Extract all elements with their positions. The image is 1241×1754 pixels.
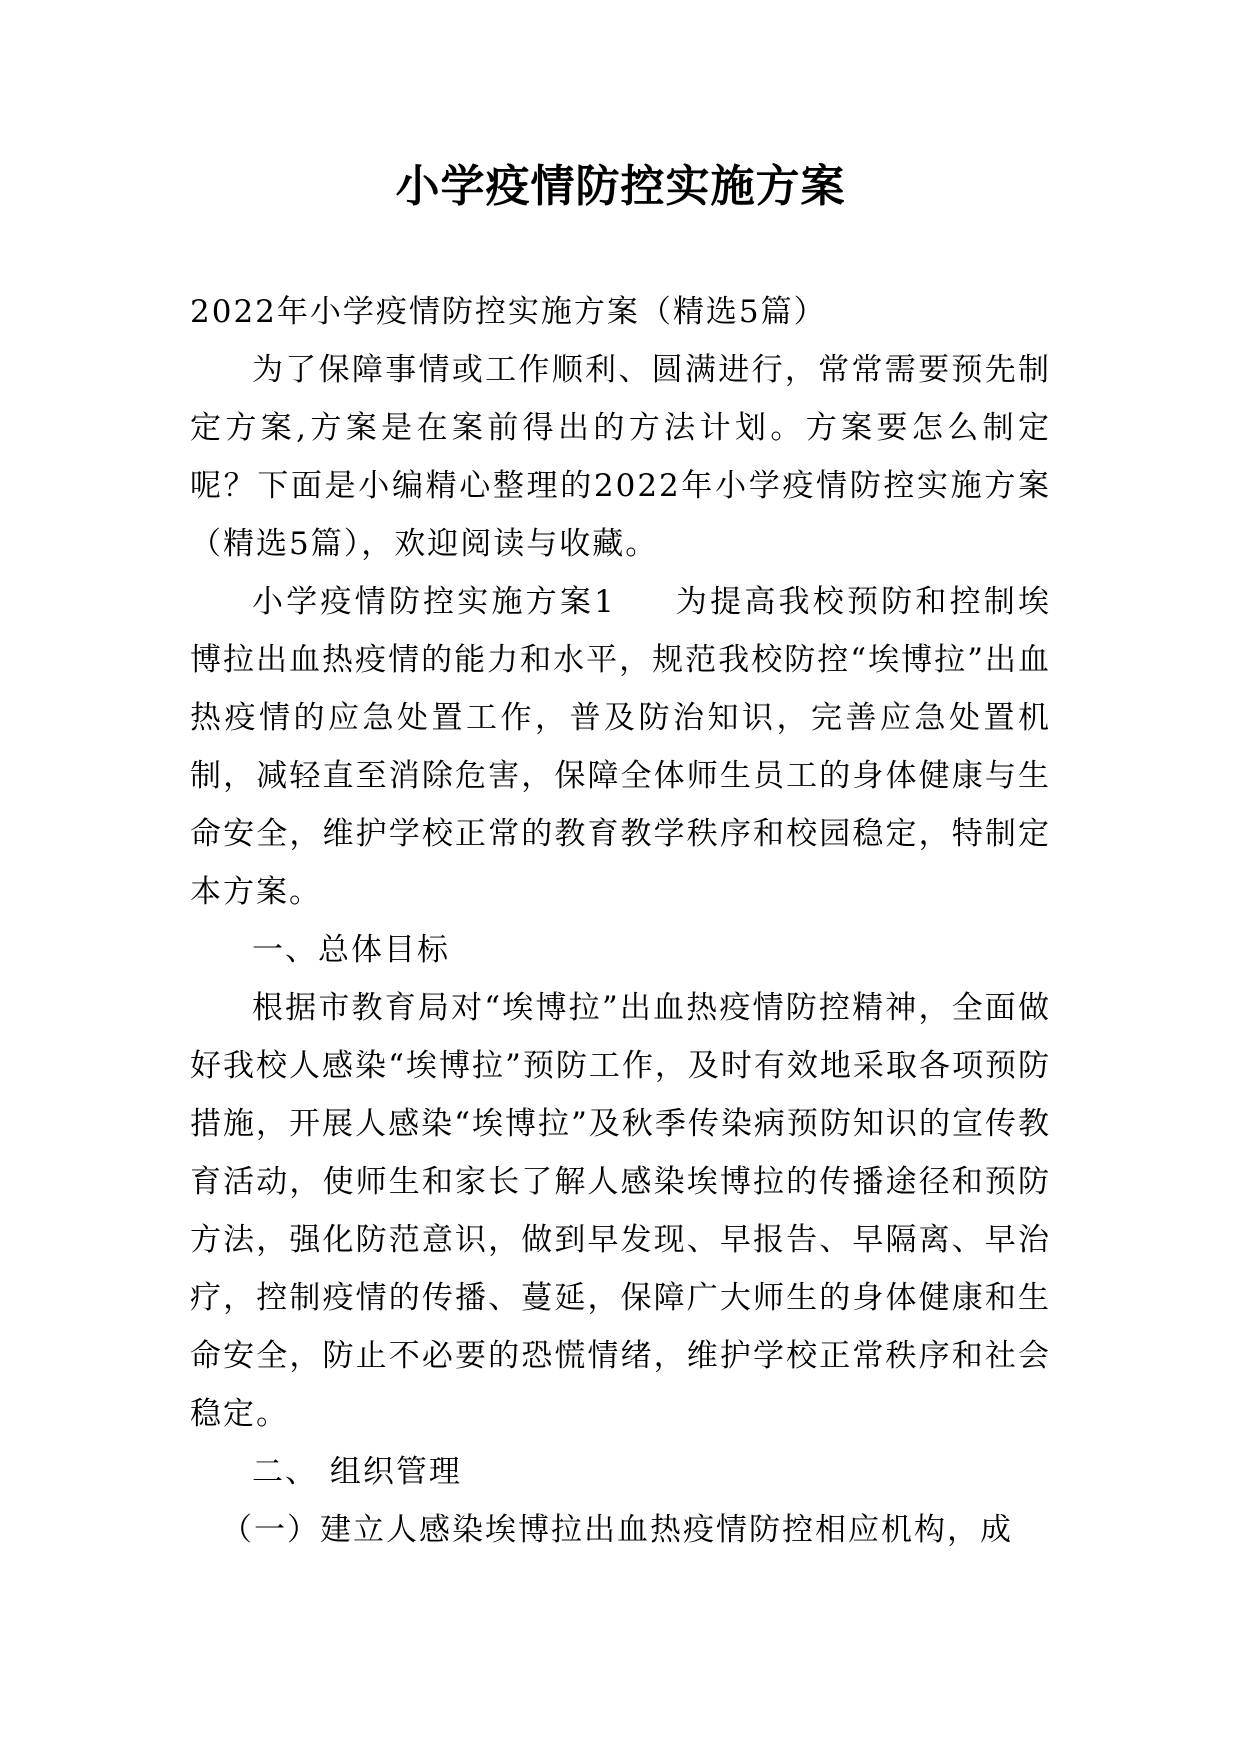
section1-heading: 小学疫情防控实施方案1 [252,584,616,620]
org-item-1: （一）建立人感染埃博拉出血热疫情防控相应机构，成 [221,1512,1013,1548]
document-subtitle: 2022年小学疫情防控实施方案（精选5篇） [190,294,827,330]
document-title: 小学疫情防控实施方案 [395,161,846,212]
goal-paragraph: 根据市教育局对“埃博拉”出血热疫情防控精神，全面做好我校人感染“埃博拉”预防工作，及时有效地采取各项预防措施，开展人感染“埃博拉”及秋季传染病预防知识的宣传教育活动，使师生和家长了解人感染埃博拉的传播途径和预防方法，强化防范意识，做到早发现、早报告、早隔离、早治疗，控制疫情的传播、蔓延，保障广大师生的身体健康和生命安全，防止不必要的恐慌情绪，维护学校正常秩序和社会稳定。 [190,990,1051,1432]
document-body [190,283,1051,1559]
heading-org: 二、 组织管理 [252,1454,462,1490]
intro-paragraph: 为了保障事情或工作顺利、圆满进行，常常需要预先制定方案,方案是在案前得出的方法计划。方案要怎么制定呢？下面是小编精心整理的2022年小学疫情防控实施方案（精选5篇），欢迎阅读与收藏。 [190,352,1051,562]
section1-text: 为提高我校预防和控制埃博拉出血热疫情的能力和水平，规范我校防控“埃博拉”出血热疫情的应急处置工作，普及防治知识，完善应急处置机制，减轻直至消除危害，保障全体师生员工的身体健康与生命安全，维护学校正常的教育教学秩序和校园稳定，特制定本方案。 [190,584,1051,910]
section1-paragraph [190,573,1051,921]
heading-goal: 一、总体目标 [252,932,450,968]
